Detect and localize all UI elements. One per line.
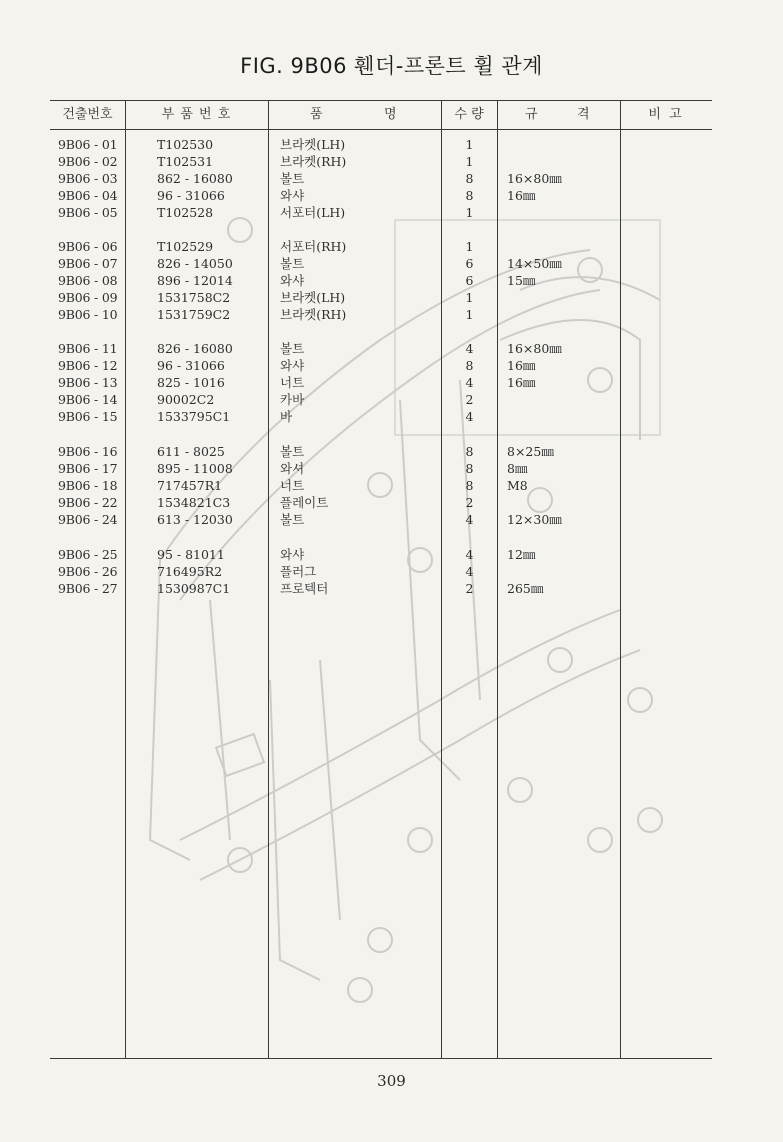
quantity-cell: 1 [465, 239, 474, 254]
quantity-cell: 4 [465, 375, 474, 390]
part-name-cell: 브라켓(LH) [280, 137, 346, 152]
ref-no-cell: 9B06 - 27 [58, 581, 118, 596]
page-title: FIG. 9B06 휀더-프론트 휠 관계 [240, 54, 543, 78]
ref-no-cell: 9B06 - 18 [58, 478, 118, 493]
quantity-cell: 4 [465, 409, 474, 424]
quantity-cell: 2 [465, 495, 474, 510]
quantity-cell: 8 [465, 358, 474, 373]
ref-no-cell: 9B06 - 02 [58, 154, 118, 169]
quantity-cell: 8 [465, 444, 474, 459]
quantity-cell: 2 [465, 392, 474, 407]
part-no-cell: T102530 [157, 137, 214, 152]
spec-cell: 14×50㎜ [507, 256, 562, 271]
ref-no-cell: 9B06 - 08 [58, 273, 118, 288]
table-row [0, 443, 783, 460]
header-remark: 비 고 [648, 107, 684, 122]
part-name-cell: 와샤 [280, 358, 305, 373]
ref-no-cell: 9B06 - 22 [58, 495, 118, 510]
header-name-part2: 명 [384, 107, 397, 122]
spec-cell: 8㎜ [507, 461, 528, 476]
spec-cell: 12×30㎜ [507, 512, 562, 527]
spec-cell: 12㎜ [507, 547, 536, 562]
part-no-cell: 1534821C3 [157, 495, 231, 510]
table-row [0, 187, 783, 204]
spec-cell: 16㎜ [507, 188, 536, 203]
ref-no-cell: 9B06 - 07 [58, 256, 118, 271]
part-no-cell: 1530987C1 [157, 581, 231, 596]
spec-cell: 265㎜ [507, 581, 544, 596]
header-name-part1: 품 [310, 107, 323, 122]
part-name-cell: 볼트 [280, 171, 305, 186]
part-name-cell: 너트 [280, 375, 305, 390]
quantity-cell: 8 [465, 171, 474, 186]
part-no-cell: T102528 [157, 205, 214, 220]
table-row [0, 357, 783, 374]
quantity-cell: 4 [465, 341, 474, 356]
part-name-cell: 브라켓(RH) [280, 154, 347, 169]
ref-no-cell: 9B06 - 13 [58, 375, 118, 390]
part-no-cell: 1531758C2 [157, 290, 231, 305]
header-part-no: 부 품 번 호 [161, 107, 232, 122]
quantity-cell: 1 [465, 137, 474, 152]
spec-cell: 8×25㎜ [507, 444, 554, 459]
table-header-bottom-rule [50, 129, 712, 130]
part-no-cell: 90002C2 [157, 392, 215, 407]
ref-no-cell: 9B06 - 06 [58, 239, 118, 254]
part-name-cell: 볼트 [280, 512, 305, 527]
part-name-cell: 볼트 [280, 444, 305, 459]
spec-cell: 15㎜ [507, 273, 536, 288]
header-spec [497, 104, 620, 126]
part-name-cell: 플러그 [280, 564, 317, 579]
part-name-cell: 와샤 [280, 547, 305, 562]
part-name-cell: 와샤 [280, 188, 305, 203]
part-name-cell: 바 [280, 409, 293, 424]
quantity-cell: 1 [465, 290, 474, 305]
part-name-cell: 와셔 [280, 461, 305, 476]
quantity-cell: 8 [465, 478, 474, 493]
ref-no-cell: 9B06 - 11 [58, 341, 118, 356]
header-spec-part1: 규 [525, 107, 538, 122]
part-name-cell: 프로텍터 [280, 581, 329, 596]
spec-cell: 16㎜ [507, 358, 536, 373]
header-ref-no: 건출번호 [62, 107, 113, 122]
table-row [0, 494, 783, 511]
part-no-cell: 95 - 81011 [157, 547, 225, 562]
ref-no-cell: 9B06 - 04 [58, 188, 118, 203]
quantity-cell: 1 [465, 205, 474, 220]
ref-no-cell: 9B06 - 24 [58, 512, 118, 527]
table-header-top-rule [50, 100, 712, 101]
header-qty: 수 량 [454, 107, 484, 122]
table-row [0, 374, 783, 391]
ref-no-cell: 9B06 - 14 [58, 392, 118, 407]
table-row [0, 204, 783, 221]
table-row [0, 391, 783, 408]
part-no-cell: 611 - 8025 [157, 444, 225, 459]
part-no-cell: 613 - 12030 [157, 512, 233, 527]
quantity-cell: 8 [465, 188, 474, 203]
ref-no-cell: 9B06 - 26 [58, 564, 118, 579]
table-row [0, 340, 783, 357]
part-name-cell: 너트 [280, 478, 305, 493]
part-no-cell: 1531759C2 [157, 307, 231, 322]
table-row [0, 511, 783, 528]
part-no-cell: 717457R1 [157, 478, 223, 493]
part-no-cell: 96 - 31066 [157, 188, 225, 203]
ref-no-cell: 9B06 - 15 [58, 409, 118, 424]
table-bottom-rule [50, 1058, 712, 1059]
table-row [0, 563, 783, 580]
spec-cell: 16×80㎜ [507, 171, 562, 186]
quantity-cell: 2 [465, 581, 474, 596]
ref-no-cell: 9B06 - 09 [58, 290, 118, 305]
quantity-cell: 6 [465, 273, 474, 288]
table-row [0, 136, 783, 153]
part-name-cell: 카바 [280, 392, 305, 407]
part-name-cell: 브라켓(LH) [280, 290, 346, 305]
table-row [0, 306, 783, 323]
part-no-cell: 896 - 12014 [157, 273, 233, 288]
spec-cell: M8 [507, 478, 528, 493]
table-row [0, 477, 783, 494]
table-row [0, 289, 783, 306]
part-no-cell: T102529 [157, 239, 214, 254]
table-row [0, 153, 783, 170]
part-no-cell: 1533795C1 [157, 409, 231, 424]
part-name-cell: 볼트 [280, 341, 305, 356]
part-name-cell: 브라켓(RH) [280, 307, 347, 322]
ref-no-cell: 9B06 - 10 [58, 307, 118, 322]
table-row [0, 238, 783, 255]
ref-no-cell: 9B06 - 03 [58, 171, 118, 186]
part-no-cell: 96 - 31066 [157, 358, 225, 373]
table-row [0, 580, 783, 597]
table-row [0, 255, 783, 272]
part-no-cell: 862 - 16080 [157, 171, 233, 186]
quantity-cell: 4 [465, 547, 474, 562]
quantity-cell: 4 [465, 512, 474, 527]
part-no-cell: T102531 [157, 154, 214, 169]
part-no-cell: 895 - 11008 [157, 461, 233, 476]
quantity-cell: 1 [465, 307, 474, 322]
spec-cell: 16×80㎜ [507, 341, 562, 356]
quantity-cell: 8 [465, 461, 474, 476]
quantity-cell: 1 [465, 154, 474, 169]
table-row [0, 272, 783, 289]
part-no-cell: 825 - 1016 [157, 375, 225, 390]
table-row [0, 408, 783, 425]
quantity-cell: 4 [465, 564, 474, 579]
ref-no-cell: 9B06 - 12 [58, 358, 118, 373]
ref-no-cell: 9B06 - 25 [58, 547, 118, 562]
ref-no-cell: 9B06 - 01 [58, 137, 118, 152]
part-name-cell: 서포터(LH) [280, 205, 346, 220]
spec-cell: 16㎜ [507, 375, 536, 390]
part-name-cell: 서포터(RH) [280, 239, 347, 254]
part-name-cell: 와샤 [280, 273, 305, 288]
ref-no-cell: 9B06 - 17 [58, 461, 118, 476]
ref-no-cell: 9B06 - 16 [58, 444, 118, 459]
ref-no-cell: 9B06 - 05 [58, 205, 118, 220]
header-name [268, 104, 441, 126]
part-no-cell: 716495R2 [157, 564, 223, 579]
part-name-cell: 볼트 [280, 256, 305, 271]
table-row [0, 460, 783, 477]
table-row [0, 546, 783, 563]
table-row [0, 170, 783, 187]
header-spec-part2: 격 [577, 107, 590, 122]
part-no-cell: 826 - 14050 [157, 256, 233, 271]
part-no-cell: 826 - 16080 [157, 341, 233, 356]
part-name-cell: 플레이트 [280, 495, 329, 510]
page-number: 309 [377, 1072, 406, 1090]
quantity-cell: 6 [465, 256, 474, 271]
